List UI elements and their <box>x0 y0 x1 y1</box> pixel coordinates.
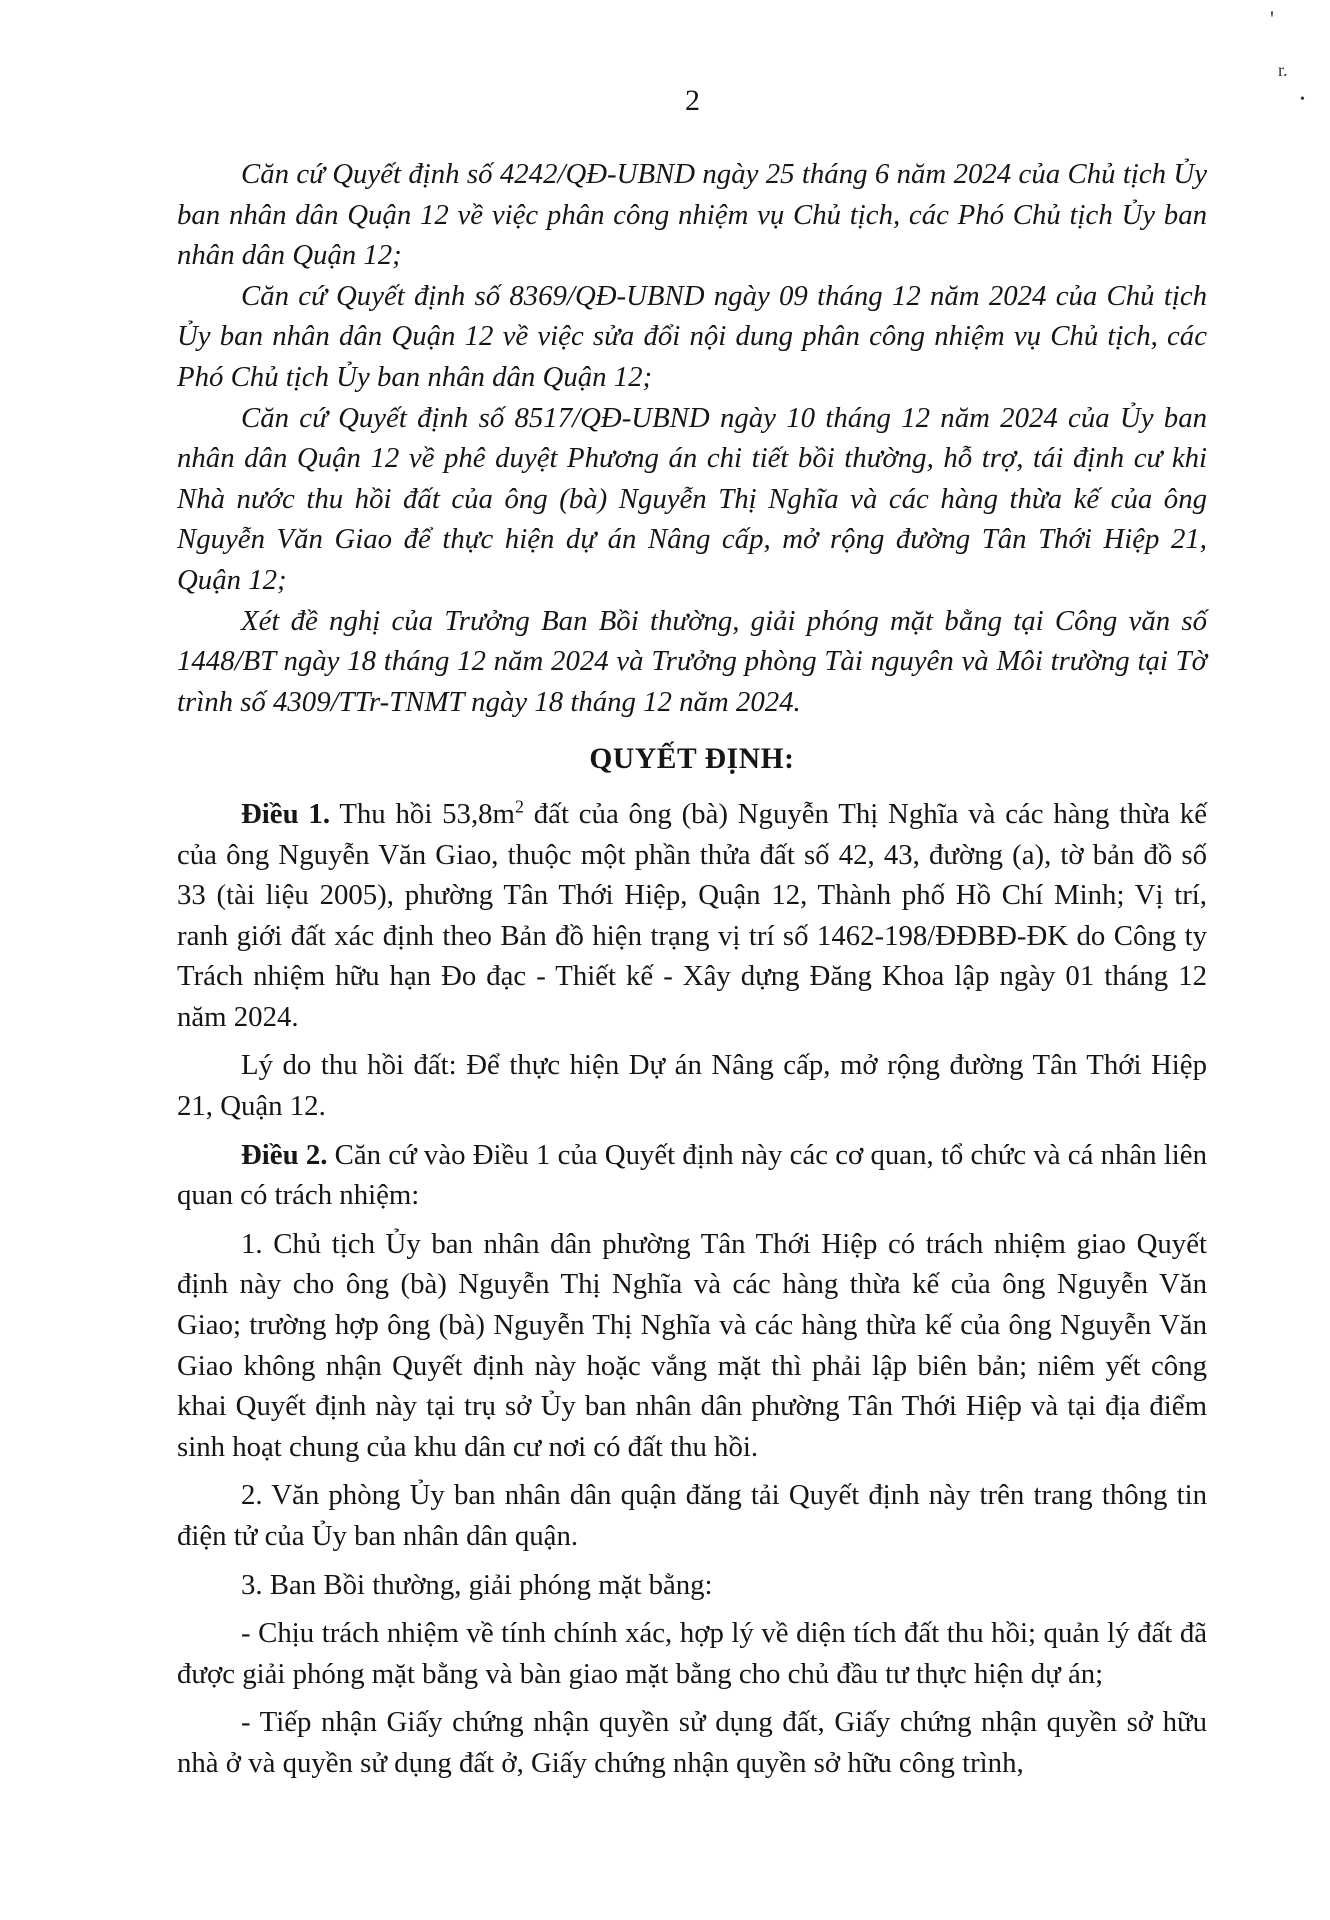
article-1-title: Điều 1. <box>241 797 331 830</box>
article-2 <box>177 1135 1207 1216</box>
article-1-text: Thu hồi 53,8m <box>330 797 515 830</box>
preamble-paragraph: Căn cứ Quyết định số 8517/QĐ-UBND ngày 10 tháng 12 năm 2024 của Ủy ban nhân dân Quận 12 về phê duyệt Phương án chi tiết bồi thường, hỗ trợ, tái định cư khi Nhà nước thu hồi đất của ông (bà) Nguyễn Thị Nghĩa và các hàng thừa kế của ông Nguyễn Văn Giao để thực hiện dự án Nâng cấp, mở rộng đường Tân Thới Hiệp 21, Quận 12; <box>177 401 1207 596</box>
articles <box>177 794 1207 1784</box>
scan-mark: r. <box>1278 60 1288 80</box>
page-number: 2 <box>685 84 700 117</box>
area-unit-superscript: 2 <box>514 796 524 817</box>
article-2-item: 3. Ban Bồi thường, giải phóng mặt bằng: <box>241 1568 713 1601</box>
article-1-reason: Lý do thu hồi đất: Để thực hiện Dự án Nâng cấp, mở rộng đường Tân Thới Hiệp 21, Quận 12. <box>177 1049 1207 1123</box>
preamble-paragraph: Căn cứ Quyết định số 8369/QĐ-UBND ngày 09 tháng 12 năm 2024 của Chủ tịch Ủy ban nhân dân Quận 12 về việc sửa đổi nội dung phân công nhiệm vụ Chủ tịch, các Phó Chủ tịch Ủy ban nhân dân Quận 12; <box>177 279 1207 393</box>
preamble-paragraph: Căn cứ Quyết định số 4242/QĐ-UBND ngày 25 tháng 6 năm 2024 của Chủ tịch Ủy ban nhân dân Quận 12 về việc phân công nhiệm vụ Chủ tịch, các Phó Chủ tịch Ủy ban nhân dân Quận 12; <box>177 158 1207 272</box>
document-body <box>177 154 1207 1792</box>
article-2-item: - Chịu trách nhiệm về tính chính xác, hợp lý về diện tích đất thu hồi; quản lý đất đã được giải phóng mặt bằng và bàn giao mặt bằng cho chủ đầu tư thực hiện dự án; <box>177 1617 1207 1690</box>
scan-mark: • <box>1300 92 1305 107</box>
article-2-title: Điều 2. <box>241 1138 328 1171</box>
preamble <box>177 154 1207 722</box>
preamble-paragraph: Xét đề nghị của Trưởng Ban Bồi thường, giải phóng mặt bằng tại Công văn số 1448/BT ngày 18 tháng 12 năm 2024 và Trưởng phòng Tài nguyên và Môi trường tại Tờ trình số 4309/TTr-TNMT ngày 18 tháng 12 năm 2024. <box>177 604 1207 718</box>
article-2-item: - Tiếp nhận Giấy chứng nhận quyền sử dụng đất, Giấy chứng nhận quyền sở hữu nhà ở và quyền sử dụng đất ở, Giấy chứng nhận quyền sở hữu công trình, <box>177 1706 1207 1779</box>
article-2-item: 1. Chủ tịch Ủy ban nhân dân phường Tân Thới Hiệp có trách nhiệm giao Quyết định này cho ông (bà) Nguyễn Thị Nghĩa và các hàng thừa kế của ông Nguyễn Văn Giao; trường hợp ông (bà) Nguyễn Thị Nghĩa và các hàng thừa kế của ông Nguyễn Văn Giao không nhận Quyết định này hoặc vắng mặt thì phải lập biên bản; niêm yết công khai Quyết định này tại trụ sở Ủy ban nhân dân phường Tân Thới Hiệp và tại địa điểm sinh hoạt chung của khu dân cư nơi có đất thu hồi. <box>177 1227 1207 1463</box>
scan-mark: ' <box>1270 6 1274 31</box>
article-1-text-cont: đất của ông (bà) Nguyễn Thị Nghĩa và các hàng thừa kế của ông Nguyễn Văn Giao, thuộc một phần thửa đất số 42, 43, đường (a), tờ bản đồ số 33 (tài liệu 2005), phường Tân Thới Hiệp, Quận 12, Thành phố Hồ Chí Minh; Vị trí, ranh giới đất xác định theo Bản đồ hiện trạng vị trí số 1462-198/ĐĐBĐ-ĐK do Công ty Trách nhiệm hữu hạn Đo đạc - Thiết kế - Xây dựng Đăng Khoa lập ngày 01 tháng 12 năm 2024. <box>177 797 1207 1033</box>
article-1 <box>177 794 1207 1038</box>
article-2-item: 2. Văn phòng Ủy ban nhân dân quận đăng tải Quyết định này trên trang thông tin điện tử của Ủy ban nhân dân quận. <box>177 1479 1207 1552</box>
article-2-intro: Căn cứ vào Điều 1 của Quyết định này các cơ quan, tổ chức và cá nhân liên quan có trách nhiệm: <box>177 1138 1207 1212</box>
decision-heading: QUYẾT ĐỊNH: <box>589 743 795 776</box>
